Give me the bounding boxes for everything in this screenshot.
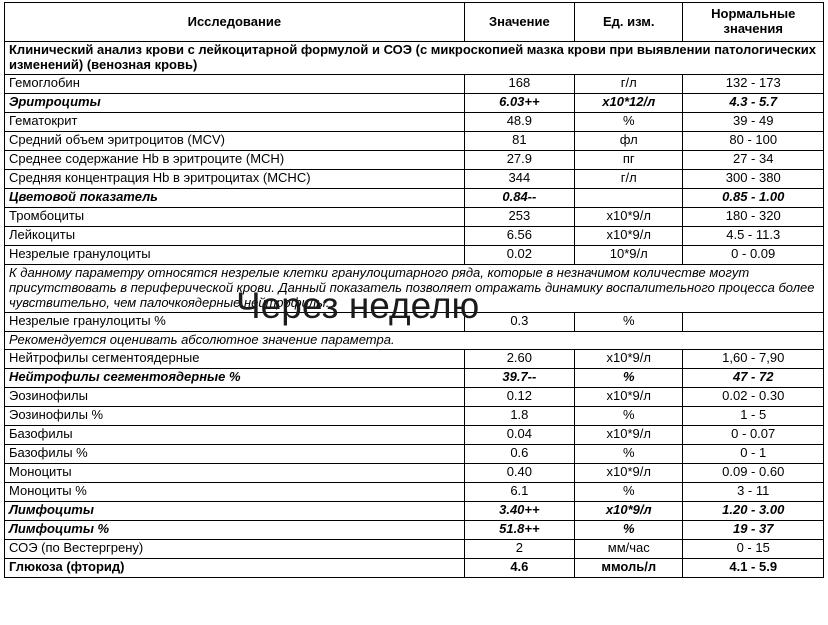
cell-unit: х10*9/л	[575, 207, 683, 226]
table-row	[5, 444, 824, 463]
table-row	[5, 131, 824, 150]
table-row	[5, 188, 824, 207]
cell-value: 0.6	[464, 444, 574, 463]
cell-norm: 0.09 - 0.60	[683, 463, 824, 482]
cell-investigation: Базофилы %	[5, 444, 465, 463]
cell-investigation: Лейкоциты	[5, 226, 465, 245]
cell-norm: 19 - 37	[683, 520, 824, 539]
cell-value: 4.6	[464, 558, 574, 577]
cell-investigation: Тромбоциты	[5, 207, 465, 226]
cell-value: 0.04	[464, 425, 574, 444]
cell-norm: 1,60 - 7,90	[683, 349, 824, 368]
cell-value: 81	[464, 131, 574, 150]
table-row	[5, 539, 824, 558]
cell-unit: х10*12/л	[575, 93, 683, 112]
column-header-unit: Ед. изм.	[575, 3, 683, 42]
cell-norm: 3 - 11	[683, 482, 824, 501]
cell-norm: 80 - 100	[683, 131, 824, 150]
table-row	[5, 501, 824, 520]
cell-norm: 0.85 - 1.00	[683, 188, 824, 207]
cell-unit: %	[575, 482, 683, 501]
cell-value: 0.40	[464, 463, 574, 482]
cell-norm: 27 - 34	[683, 150, 824, 169]
cell-investigation: Эозинофилы	[5, 387, 465, 406]
cell-investigation: Среднее содержание Hb в эритроците (MCH)	[5, 150, 465, 169]
table-row	[5, 406, 824, 425]
cell-value: 51.8++	[464, 520, 574, 539]
cell-unit: %	[575, 312, 683, 331]
table-row	[5, 387, 824, 406]
cell-value: 168	[464, 74, 574, 93]
table-row	[5, 169, 824, 188]
note-text: К данному параметру относятся незрелые клетки гранулоцитарного ряда, которые в незначимом количестве могут присутствовать в периферической крови. Данный показатель позволяет отражать динамику воспалительного процесса более чувствительно, чем палочкоядерные нейтрофилы.	[5, 264, 824, 312]
cell-value: 39.7--	[464, 368, 574, 387]
table-row	[5, 93, 824, 112]
cell-norm: 180 - 320	[683, 207, 824, 226]
cell-investigation: Цветовой показатель	[5, 188, 465, 207]
table-row	[5, 463, 824, 482]
cell-unit: %	[575, 520, 683, 539]
section-title: Клинический анализ крови с лейкоцитарной формулой и СОЭ (с микроскопией мазка крови при выявлении патологических изменений) (венозная кровь)	[5, 42, 824, 75]
note-text: Рекомендуется оценивать абсолютное значение параметра.	[5, 331, 824, 349]
column-header-norm: Нормальные значения	[683, 3, 824, 42]
cell-unit: %	[575, 444, 683, 463]
cell-unit: х10*9/л	[575, 349, 683, 368]
cell-norm: 4.1 - 5.9	[683, 558, 824, 577]
cell-investigation: Гематокрит	[5, 112, 465, 131]
cell-investigation: Средняя концентрация Hb в эритроцитах (MCHC)	[5, 169, 465, 188]
column-header-investigation: Исследование	[5, 3, 465, 42]
table-row	[5, 245, 824, 264]
cell-value: 0.84--	[464, 188, 574, 207]
cell-norm: 4.5 - 11.3	[683, 226, 824, 245]
cell-investigation: Лимфоциты %	[5, 520, 465, 539]
cell-investigation: Моноциты	[5, 463, 465, 482]
cell-unit	[575, 188, 683, 207]
cell-norm: 0 - 0.09	[683, 245, 824, 264]
cell-investigation: Незрелые гранулоциты	[5, 245, 465, 264]
cell-investigation: Эритроциты	[5, 93, 465, 112]
cell-value: 48.9	[464, 112, 574, 131]
table-row	[5, 558, 824, 577]
cell-norm: 1.20 - 3.00	[683, 501, 824, 520]
cell-unit: г/л	[575, 169, 683, 188]
cell-investigation: Эозинофилы %	[5, 406, 465, 425]
cell-unit: мм/час	[575, 539, 683, 558]
table-row	[5, 520, 824, 539]
cell-value: 27.9	[464, 150, 574, 169]
cell-norm	[683, 312, 824, 331]
table-row	[5, 226, 824, 245]
table-row	[5, 482, 824, 501]
cell-unit: ммоль/л	[575, 558, 683, 577]
overlay-annotation: Через неделю	[236, 285, 480, 326]
cell-unit: 10*9/л	[575, 245, 683, 264]
cell-investigation: Гемоглобин	[5, 74, 465, 93]
cell-unit: х10*9/л	[575, 501, 683, 520]
cell-value: 6.56	[464, 226, 574, 245]
cell-value: 253	[464, 207, 574, 226]
cell-investigation: Незрелые гранулоциты %	[5, 312, 465, 331]
cell-unit: пг	[575, 150, 683, 169]
cell-unit: х10*9/л	[575, 425, 683, 444]
cell-investigation: СОЭ (по Вестергрену)	[5, 539, 465, 558]
cell-unit: г/л	[575, 74, 683, 93]
table-note-row	[5, 331, 824, 349]
cell-value: 6.1	[464, 482, 574, 501]
cell-investigation: Моноциты %	[5, 482, 465, 501]
table-row	[5, 312, 824, 331]
table-row	[5, 74, 824, 93]
cell-unit: фл	[575, 131, 683, 150]
cell-investigation: Средний объем эритроцитов (MCV)	[5, 131, 465, 150]
table-body	[5, 42, 824, 578]
cell-norm: 0.02 - 0.30	[683, 387, 824, 406]
cell-norm: 39 - 49	[683, 112, 824, 131]
cell-unit: х10*9/л	[575, 226, 683, 245]
cell-investigation: Глюкоза (фторид)	[5, 558, 465, 577]
cell-norm: 4.3 - 5.7	[683, 93, 824, 112]
cell-value: 0.02	[464, 245, 574, 264]
cell-value: 2	[464, 539, 574, 558]
table-row	[5, 368, 824, 387]
cell-unit: х10*9/л	[575, 387, 683, 406]
lab-report-sheet	[0, 2, 828, 625]
cell-value: 344	[464, 169, 574, 188]
cell-norm: 0 - 1	[683, 444, 824, 463]
table-row	[5, 150, 824, 169]
table-row	[5, 425, 824, 444]
table-header	[5, 3, 824, 42]
cell-norm: 0 - 15	[683, 539, 824, 558]
cell-investigation: Нейтрофилы сегментоядерные %	[5, 368, 465, 387]
cell-unit: х10*9/л	[575, 463, 683, 482]
cell-value: 0.3	[464, 312, 574, 331]
table-note-row	[5, 264, 824, 312]
cell-value: 6.03++	[464, 93, 574, 112]
table-row	[5, 349, 824, 368]
lab-results-table	[4, 2, 824, 578]
cell-investigation: Лимфоциты	[5, 501, 465, 520]
cell-value: 1.8	[464, 406, 574, 425]
cell-norm: 1 - 5	[683, 406, 824, 425]
cell-unit: %	[575, 406, 683, 425]
cell-norm: 300 - 380	[683, 169, 824, 188]
column-header-value: Значение	[464, 3, 574, 42]
section-title-row	[5, 42, 824, 75]
table-row	[5, 112, 824, 131]
cell-value: 0.12	[464, 387, 574, 406]
cell-investigation: Базофилы	[5, 425, 465, 444]
cell-unit: %	[575, 112, 683, 131]
cell-norm: 132 - 173	[683, 74, 824, 93]
cell-investigation: Нейтрофилы сегментоядерные	[5, 349, 465, 368]
cell-value: 2.60	[464, 349, 574, 368]
cell-norm: 47 - 72	[683, 368, 824, 387]
cell-norm: 0 - 0.07	[683, 425, 824, 444]
cell-unit: %	[575, 368, 683, 387]
table-row	[5, 207, 824, 226]
cell-value: 3.40++	[464, 501, 574, 520]
